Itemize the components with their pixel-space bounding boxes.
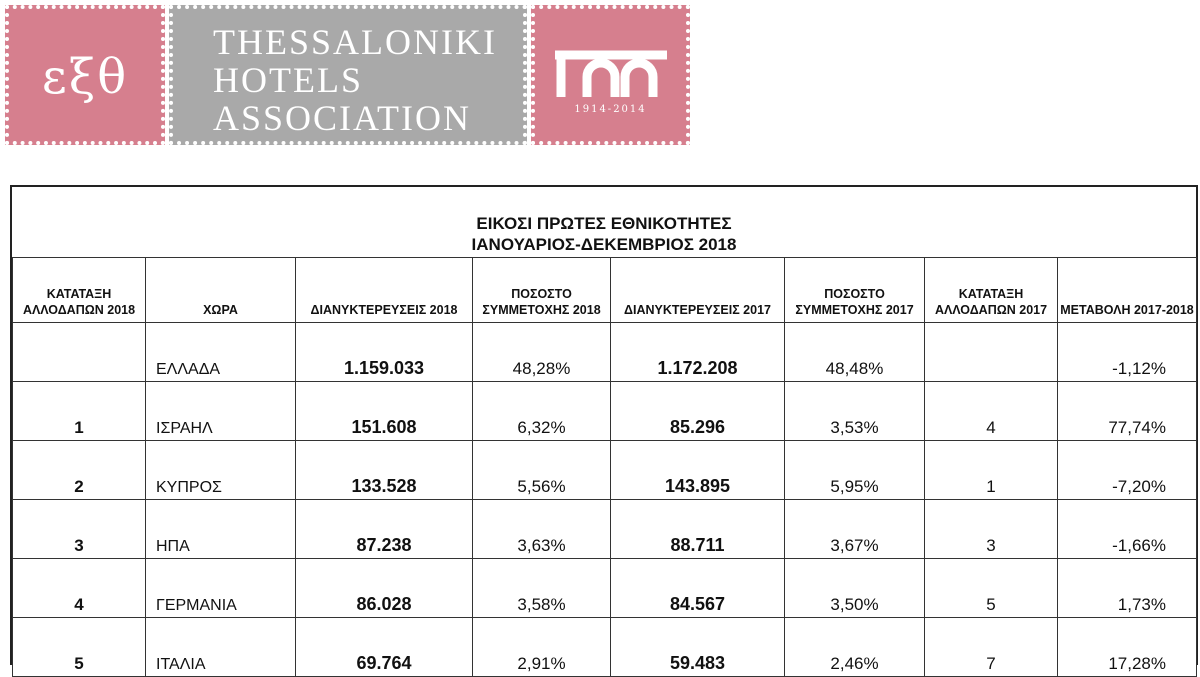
overnights-2018-cell: 87.238: [296, 500, 473, 559]
column-header: ΚΑΤΑΤΑΞΗ ΑΛΛΟΔΑΠΩΝ 2018: [13, 258, 146, 323]
nationalities-table: [12, 257, 1197, 677]
share-2017-cell: 48,48%: [785, 323, 925, 382]
table-title-line: ΙΑΝΟΥΑΡΙΟΣ-ΔΕΚΕΜΒΡΙΟΣ 2018: [471, 235, 737, 254]
overnights-2017-cell: 88.711: [611, 500, 785, 559]
rank-2017-cell: 4: [925, 382, 1058, 441]
change-cell: -1,12%: [1058, 323, 1197, 382]
share-2017-cell: 3,53%: [785, 382, 925, 441]
column-header: ΜΕΤΑΒΟΛΗ 2017-2018: [1058, 258, 1197, 323]
column-header: ΠΟΣΟΣΤΟ ΣΥΜΜΕΤΟΧΗΣ 2017: [785, 258, 925, 323]
share-2017-cell: 3,50%: [785, 559, 925, 618]
table-row: [13, 382, 1197, 441]
table-row: [13, 500, 1197, 559]
change-cell: 77,74%: [1058, 382, 1197, 441]
rank-2017-cell: [925, 323, 1058, 382]
logo-monogram-stamp: [5, 5, 165, 145]
table-row: [13, 441, 1197, 500]
column-header: ΧΩΡΑ: [146, 258, 296, 323]
logo-name-stamp: [169, 5, 527, 145]
country-cell: ΕΛΛΑΔΑ: [146, 323, 296, 382]
overnights-2017-cell: 143.895: [611, 441, 785, 500]
share-2018-cell: 5,56%: [473, 441, 611, 500]
share-2018-cell: 6,32%: [473, 382, 611, 441]
rank-2018-cell: 3: [13, 500, 146, 559]
table-row: [13, 559, 1197, 618]
overnights-2018-cell: 86.028: [296, 559, 473, 618]
table-title-line: ΕΙΚΟΣΙ ΠΡΩΤΕΣ ΕΘΝΙΚΟΤΗΤΕΣ: [476, 214, 732, 233]
share-2018-cell: 3,58%: [473, 559, 611, 618]
rank-2018-cell: 2: [13, 441, 146, 500]
country-cell: ΙΤΑΛΙΑ: [146, 618, 296, 677]
change-cell: -1,66%: [1058, 500, 1197, 559]
logo-name-line: ASSOCIATION: [213, 98, 472, 138]
rank-2017-cell: 3: [925, 500, 1058, 559]
share-2017-cell: 2,46%: [785, 618, 925, 677]
overnights-2017-cell: 85.296: [611, 382, 785, 441]
share-2018-cell: 48,28%: [473, 323, 611, 382]
change-cell: 17,28%: [1058, 618, 1197, 677]
table-row: [13, 618, 1197, 677]
rank-2018-cell: 5: [13, 618, 146, 677]
overnights-2018-cell: 1.159.033: [296, 323, 473, 382]
column-header: ΠΟΣΟΣΤΟ ΣΥΜΜΕΤΟΧΗΣ 2018: [473, 258, 611, 323]
centenary-100-icon: [551, 49, 671, 99]
overnights-2018-cell: 69.764: [296, 618, 473, 677]
change-cell: 1,73%: [1058, 559, 1197, 618]
overnights-2017-cell: 84.567: [611, 559, 785, 618]
share-2018-cell: 2,91%: [473, 618, 611, 677]
logo-name: [213, 23, 497, 137]
logo-centenary-stamp: [531, 5, 690, 145]
table-title: [12, 213, 1196, 255]
country-cell: ΚΥΠΡΟΣ: [146, 441, 296, 500]
column-header: ΚΑΤΑΤΑΞΗ ΑΛΛΟΔΑΠΩΝ 2017: [925, 258, 1058, 323]
logo-name-line: HOTELS: [213, 60, 363, 100]
rank-2018-cell: 1: [13, 382, 146, 441]
overnights-2017-cell: 59.483: [611, 618, 785, 677]
country-cell: ΙΣΡΑΗΛ: [146, 382, 296, 441]
rank-2017-cell: 5: [925, 559, 1058, 618]
overnights-2018-cell: 133.528: [296, 441, 473, 500]
rank-2018-cell: 4: [13, 559, 146, 618]
table-header-row: [13, 258, 1197, 323]
rank-2017-cell: 1: [925, 441, 1058, 500]
overnights-2018-cell: 151.608: [296, 382, 473, 441]
logo-monogram: εξθ: [41, 49, 129, 105]
column-header: ΔΙΑΝΥΚΤΕΡΕΥΣΕΙΣ 2018: [296, 258, 473, 323]
logo-name-line: THESSALONIKI: [213, 22, 497, 62]
nationalities-table-frame: [10, 185, 1198, 673]
overnights-2017-cell: 1.172.208: [611, 323, 785, 382]
country-cell: ΓΕΡΜΑΝΙΑ: [146, 559, 296, 618]
table-row: [13, 323, 1197, 382]
association-logo: [5, 5, 690, 145]
change-cell: -7,20%: [1058, 441, 1197, 500]
share-2017-cell: 3,67%: [785, 500, 925, 559]
rank-2018-cell: [13, 323, 146, 382]
column-header: ΔΙΑΝΥΚΤΕΡΕΥΣΕΙΣ 2017: [611, 258, 785, 323]
share-2018-cell: 3,63%: [473, 500, 611, 559]
rank-2017-cell: 7: [925, 618, 1058, 677]
share-2017-cell: 5,95%: [785, 441, 925, 500]
logo-years: 1914-2014: [574, 104, 647, 115]
country-cell: ΗΠΑ: [146, 500, 296, 559]
